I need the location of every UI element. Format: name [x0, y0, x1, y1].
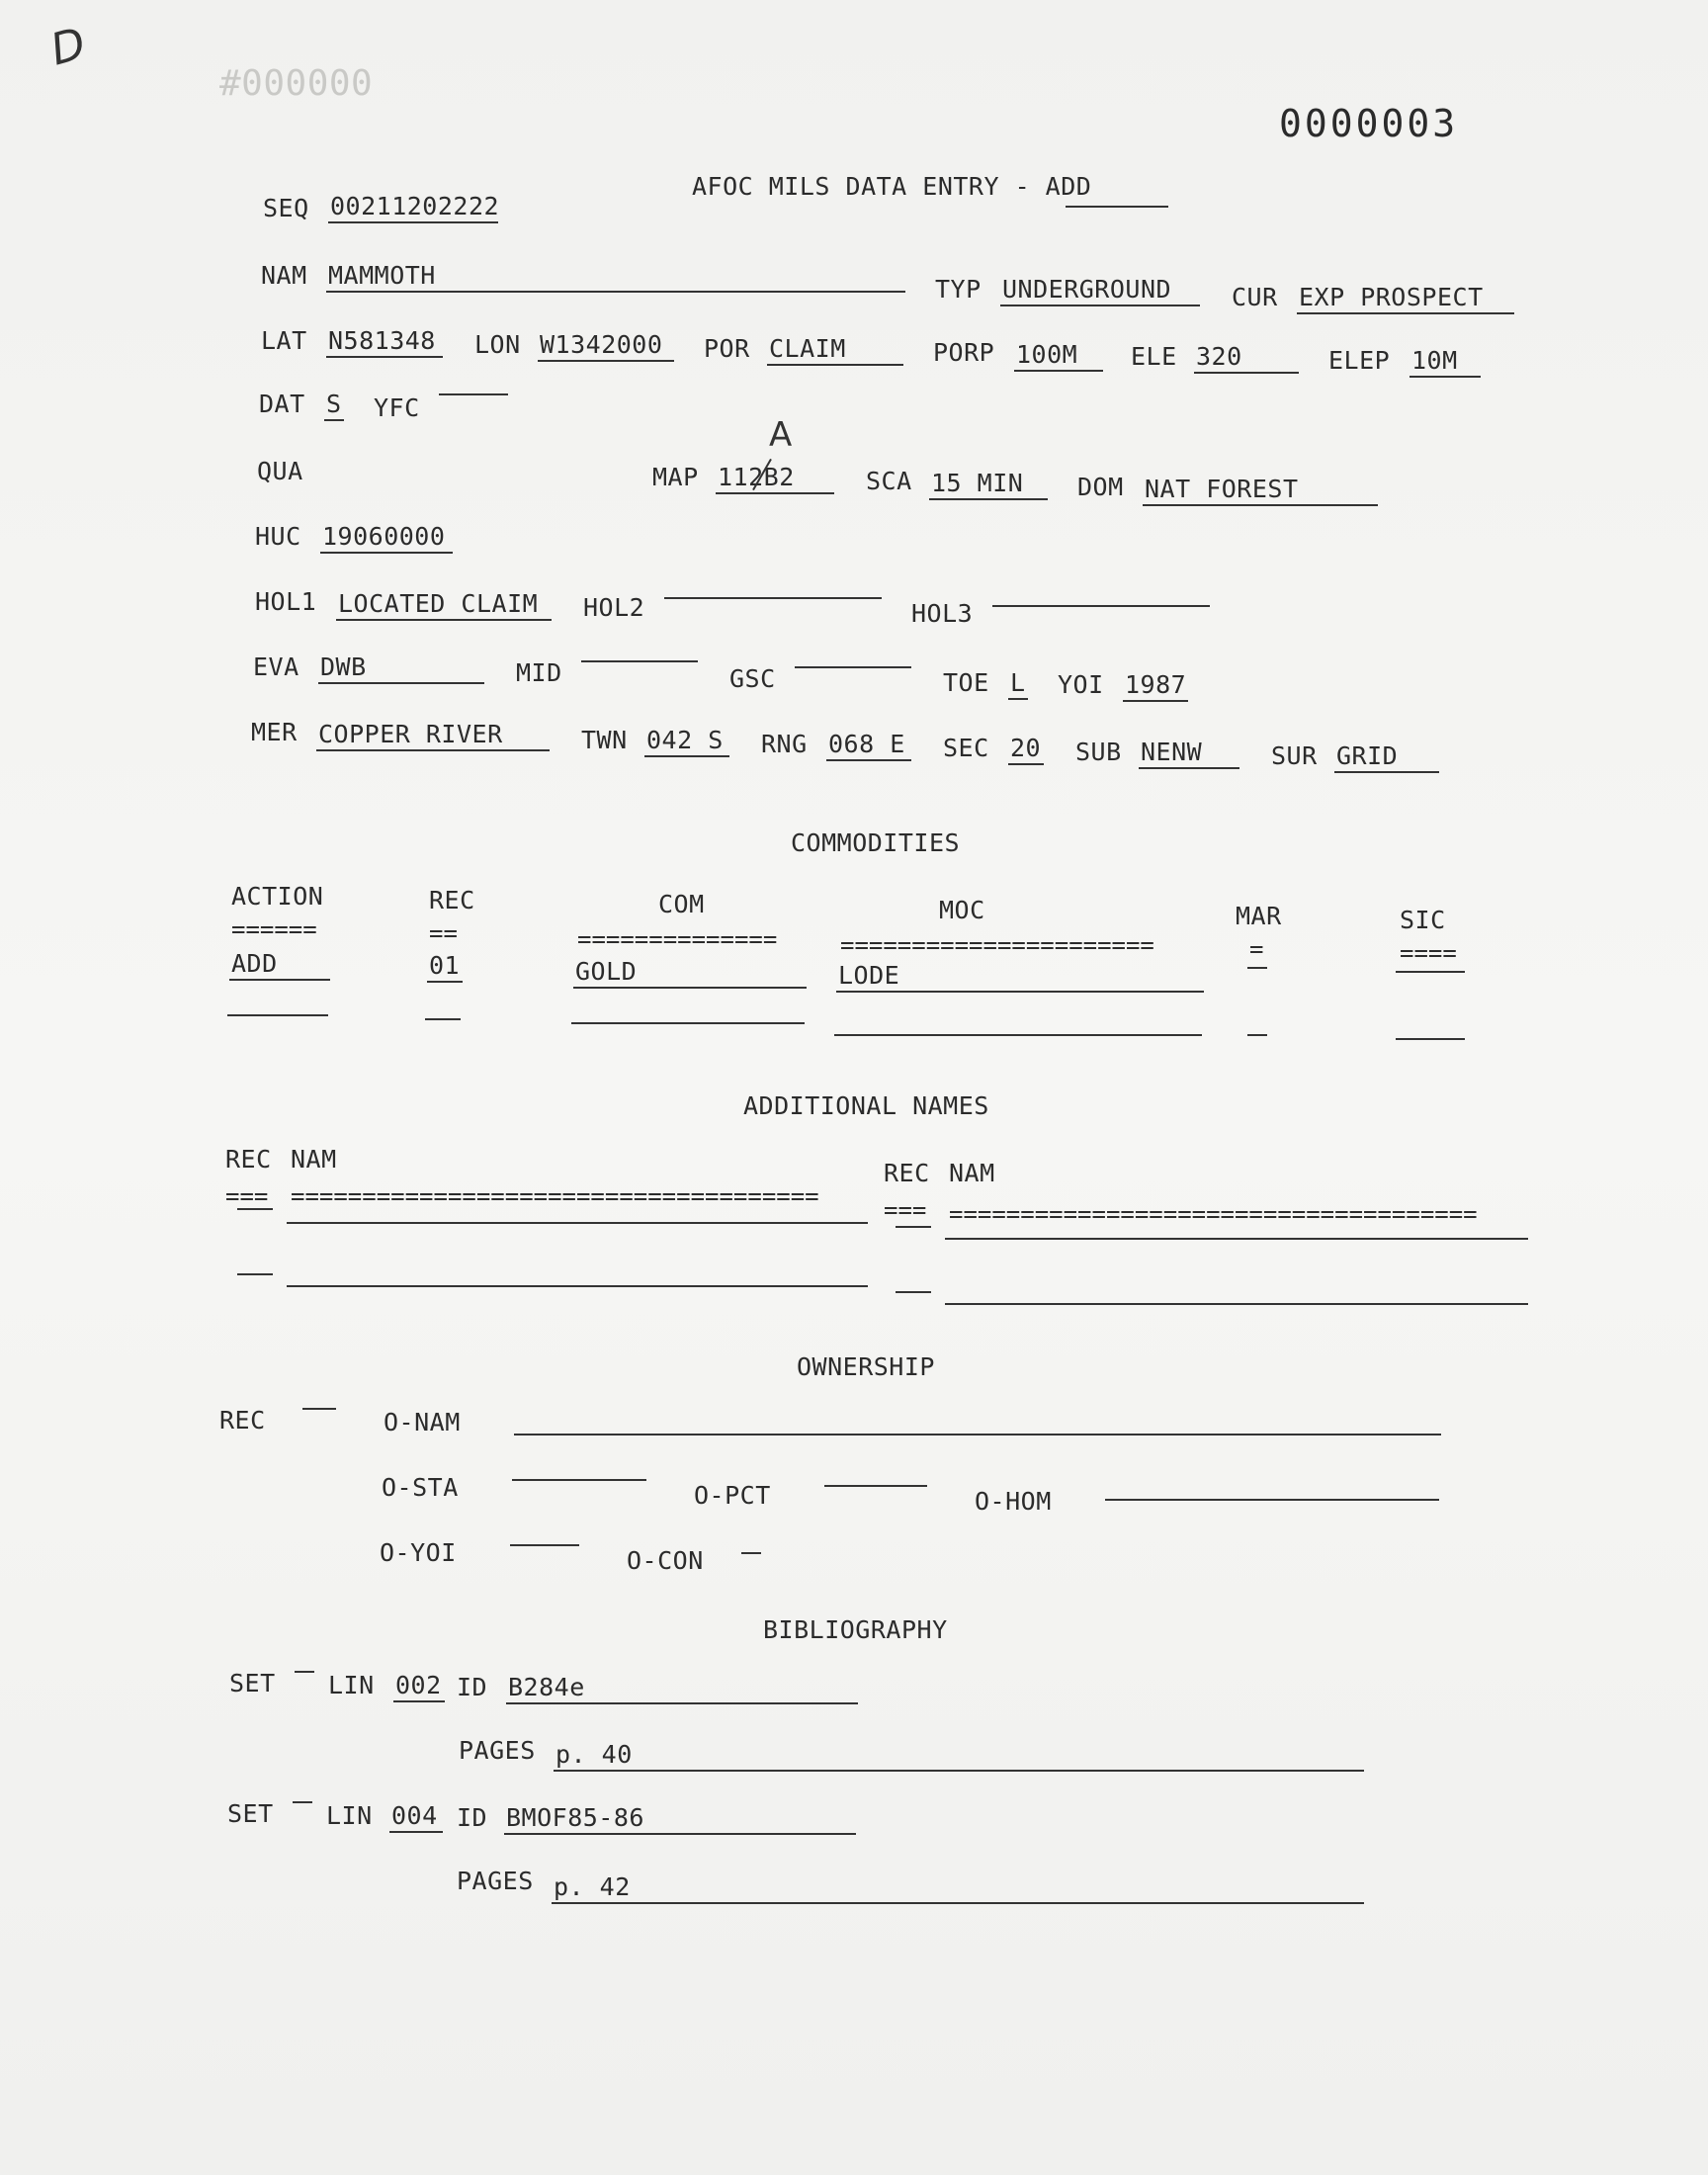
- col-rec-header: REC: [429, 886, 475, 914]
- col-sic-header: SIC: [1400, 906, 1446, 934]
- col-action-rule: ======: [231, 917, 317, 941]
- map-handwritten-correction: A: [769, 415, 793, 455]
- o-nam-label: O-NAM: [384, 1408, 461, 1436]
- ele-label: ELE: [1131, 342, 1177, 371]
- nam-field[interactable]: MAMMOTH: [326, 261, 905, 293]
- commodity-row-action[interactable]: ADD: [229, 949, 330, 981]
- sca-label: SCA: [866, 467, 912, 495]
- typ-label: TYP: [935, 275, 982, 304]
- addl-rec-rule-right: ===: [884, 1198, 927, 1222]
- commodity-row-rec[interactable]: 01: [427, 951, 463, 983]
- hol1-label: HOL1: [255, 587, 317, 616]
- commodity-row-mar[interactable]: [1247, 967, 1267, 969]
- qua-label: QUA: [257, 457, 303, 485]
- bib-id-field-2[interactable]: BMOF85-86: [504, 1803, 856, 1835]
- eva-field[interactable]: DWB: [318, 652, 484, 684]
- sub-field[interactable]: NENW: [1139, 738, 1239, 769]
- faint-stamp-number: #000000: [219, 63, 374, 104]
- addl-nam-header-right: NAM: [949, 1159, 995, 1187]
- mer-field[interactable]: COPPER RIVER: [316, 720, 550, 751]
- o-pct-label: O-PCT: [694, 1481, 771, 1510]
- sur-field[interactable]: GRID: [1334, 741, 1439, 773]
- col-mar-rule: =: [1249, 937, 1264, 961]
- form-title: AFOC MILS DATA ENTRY - ADD: [692, 172, 1092, 201]
- col-action-header: ACTION: [231, 882, 324, 911]
- bib-pages-field-2[interactable]: p. 42: [552, 1872, 1364, 1904]
- bib-id-label-1: ID: [457, 1673, 488, 1701]
- yfc-field[interactable]: [439, 393, 508, 395]
- bibliography-heading: BIBLIOGRAPHY: [763, 1615, 948, 1644]
- sur-label: SUR: [1271, 741, 1318, 770]
- toe-field[interactable]: L: [1008, 668, 1028, 700]
- col-moc-rule: ======================: [840, 933, 1154, 957]
- elep-label: ELEP: [1328, 346, 1391, 375]
- bib-pages-label-1: PAGES: [459, 1736, 536, 1765]
- lat-field[interactable]: N581348: [326, 326, 443, 358]
- addl-name-nam-3[interactable]: [287, 1285, 868, 1287]
- sec-label: SEC: [943, 734, 989, 762]
- addl-name-rec-3[interactable]: [237, 1273, 273, 1275]
- mid-label: MID: [516, 658, 562, 687]
- commodity-row-moc[interactable]: LODE: [836, 961, 1204, 993]
- toe-label: TOE: [943, 668, 989, 697]
- commodity-row-sic[interactable]: [1396, 971, 1465, 973]
- addl-name-rec-1[interactable]: [237, 1208, 273, 1210]
- commodity-blank-rec[interactable]: [425, 1018, 461, 1020]
- addl-nam-rule-right: =====================================: [949, 1202, 1478, 1226]
- addl-rec-header-right: REC: [884, 1159, 930, 1187]
- title-underline: [1066, 206, 1168, 208]
- commodity-blank-moc[interactable]: [834, 1034, 1202, 1036]
- huc-label: HUC: [255, 522, 301, 551]
- o-sta-label: O-STA: [382, 1473, 459, 1502]
- dom-label: DOM: [1077, 473, 1124, 501]
- commodity-blank-com[interactable]: [571, 1022, 805, 1024]
- por-label: POR: [704, 334, 750, 363]
- o-hom-label: O-HOM: [975, 1487, 1052, 1516]
- hol1-field[interactable]: LOCATED CLAIM: [336, 589, 552, 621]
- o-hom-field[interactable]: [1105, 1499, 1439, 1501]
- sca-field[interactable]: 15 MIN: [929, 469, 1048, 500]
- dat-label: DAT: [259, 390, 305, 418]
- cur-label: CUR: [1232, 283, 1278, 311]
- twn-label: TWN: [581, 726, 628, 754]
- col-com-rule: ==============: [577, 927, 778, 951]
- commodity-blank-action[interactable]: [227, 1014, 328, 1016]
- o-rec-label: REC: [219, 1406, 266, 1435]
- elep-field[interactable]: 10M: [1409, 346, 1481, 378]
- corner-handwritten-mark: D: [44, 18, 91, 76]
- bib-lin-field-1[interactable]: 002: [393, 1671, 445, 1702]
- mid-field[interactable]: [581, 660, 698, 662]
- twn-field[interactable]: 042 S: [644, 726, 729, 757]
- map-label: MAP: [652, 463, 699, 491]
- bib-set-field-2[interactable]: [293, 1801, 312, 1803]
- addl-name-nam-4[interactable]: [945, 1303, 1528, 1305]
- huc-field[interactable]: 19060000: [320, 522, 453, 554]
- bib-pages-label-2: PAGES: [457, 1867, 534, 1895]
- addl-name-rec-2[interactable]: [896, 1226, 931, 1228]
- col-rec-rule: ==: [429, 921, 458, 945]
- nam-label: NAM: [261, 261, 307, 290]
- hol3-field[interactable]: [992, 605, 1210, 607]
- gsc-label: GSC: [729, 664, 776, 693]
- o-con-label: O-CON: [627, 1546, 704, 1575]
- col-com-header: COM: [658, 890, 705, 918]
- gsc-field[interactable]: [795, 666, 911, 668]
- o-yoi-label: O-YOI: [380, 1538, 457, 1567]
- bib-set-label-2: SET: [227, 1799, 274, 1828]
- hol2-label: HOL2: [583, 593, 645, 622]
- o-con-field[interactable]: [741, 1552, 761, 1554]
- por-field[interactable]: CLAIM: [767, 334, 903, 366]
- bib-id-label-2: ID: [457, 1803, 488, 1832]
- addl-name-nam-1[interactable]: [287, 1222, 868, 1224]
- o-nam-field[interactable]: [514, 1434, 1441, 1436]
- commodities-heading: COMMODITIES: [791, 828, 961, 857]
- sec-field[interactable]: 20: [1008, 734, 1044, 765]
- document-number: 0000003: [1279, 102, 1459, 145]
- addl-name-rec-4[interactable]: [896, 1291, 931, 1293]
- bib-id-field-1[interactable]: B284e: [506, 1673, 858, 1704]
- map-field[interactable]: 112B2: [716, 463, 834, 494]
- rng-label: RNG: [761, 730, 808, 758]
- o-pct-field[interactable]: [824, 1485, 927, 1487]
- lat-label: LAT: [261, 326, 307, 355]
- yoi-field[interactable]: 1987: [1123, 670, 1188, 702]
- lon-label: LON: [474, 330, 521, 359]
- bib-lin-field-2[interactable]: 004: [389, 1801, 443, 1833]
- addl-rec-rule-left: ===: [225, 1184, 269, 1208]
- yfc-label: YFC: [374, 393, 420, 422]
- bib-set-label-1: SET: [229, 1669, 276, 1697]
- seq-field[interactable]: 00211202222: [328, 192, 498, 223]
- lon-field[interactable]: W1342000: [538, 330, 674, 362]
- additional-names-heading: ADDITIONAL NAMES: [743, 1091, 989, 1120]
- sub-label: SUB: [1075, 738, 1122, 766]
- col-moc-header: MOC: [939, 896, 985, 924]
- yoi-label: YOI: [1058, 670, 1104, 699]
- hol2-field[interactable]: [664, 597, 882, 599]
- cur-field[interactable]: EXP PROSPECT: [1297, 283, 1514, 314]
- ownership-heading: OWNERSHIP: [797, 1352, 935, 1381]
- bib-lin-label-2: LIN: [326, 1801, 373, 1830]
- bib-lin-label-1: LIN: [328, 1671, 375, 1699]
- col-mar-header: MAR: [1236, 902, 1282, 930]
- rng-field[interactable]: 068 E: [826, 730, 911, 761]
- commodity-row-com[interactable]: GOLD: [573, 957, 807, 989]
- typ-field[interactable]: UNDERGROUND: [1000, 275, 1200, 306]
- eva-label: EVA: [253, 652, 299, 681]
- o-rec-field[interactable]: [302, 1408, 336, 1410]
- col-sic-rule: ====: [1400, 941, 1457, 965]
- dom-field[interactable]: NAT FOREST: [1143, 475, 1378, 506]
- bib-pages-field-1[interactable]: p. 40: [554, 1740, 1364, 1772]
- hol3-label: HOL3: [911, 599, 974, 628]
- o-sta-field[interactable]: [512, 1479, 646, 1481]
- porp-field[interactable]: 100M: [1014, 340, 1103, 372]
- o-yoi-field[interactable]: [510, 1544, 579, 1546]
- commodity-blank-mar[interactable]: [1247, 1034, 1267, 1036]
- bib-set-field-1[interactable]: [295, 1671, 314, 1673]
- mer-label: MER: [251, 718, 298, 746]
- addl-name-nam-2[interactable]: [945, 1238, 1528, 1240]
- addl-nam-rule-left: =====================================: [291, 1184, 819, 1208]
- seq-label: SEQ: [263, 194, 309, 222]
- commodity-blank-sic[interactable]: [1396, 1038, 1465, 1040]
- dat-field[interactable]: S: [324, 390, 344, 421]
- porp-label: PORP: [933, 338, 995, 367]
- addl-nam-header-left: NAM: [291, 1145, 337, 1174]
- addl-rec-header-left: REC: [225, 1145, 272, 1174]
- ele-field[interactable]: 320: [1194, 342, 1299, 374]
